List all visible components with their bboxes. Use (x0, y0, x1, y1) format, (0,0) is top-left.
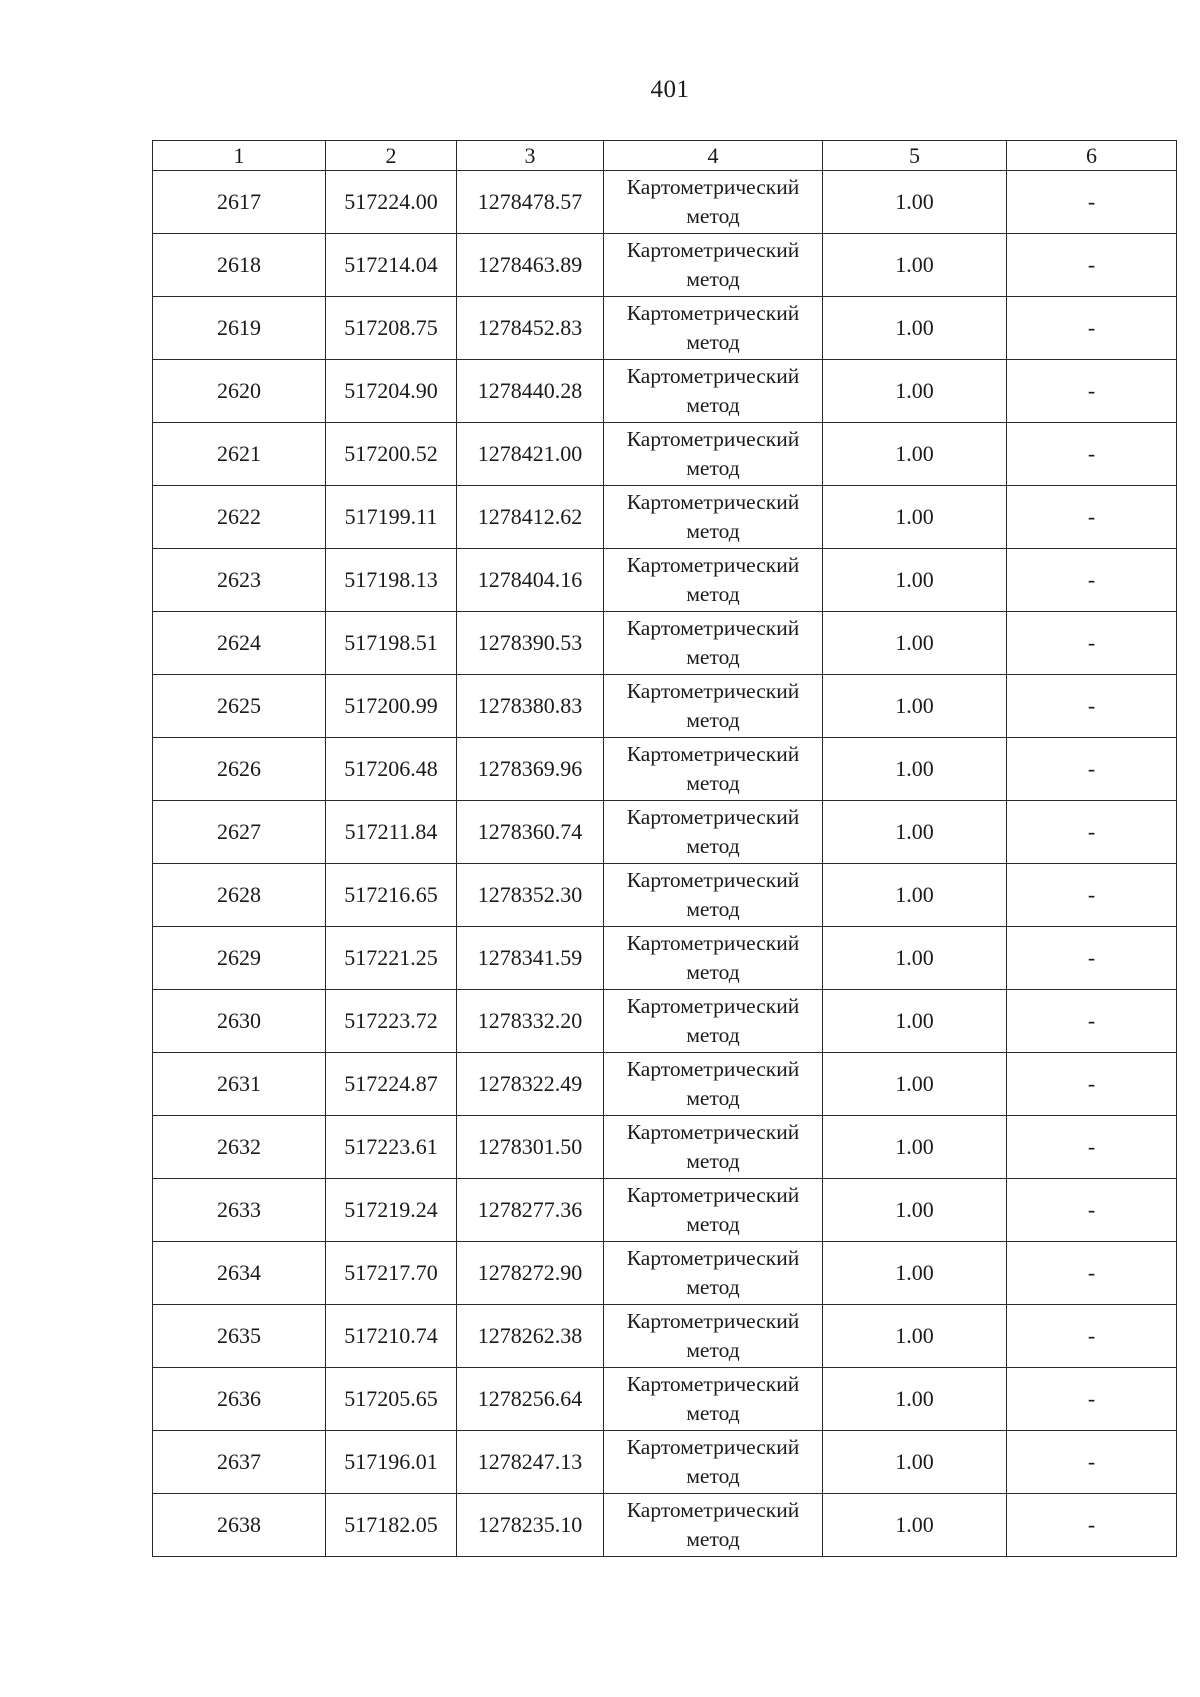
point-number-cell: 2626 (153, 738, 326, 801)
note-cell: - (1007, 234, 1177, 297)
note-cell: - (1007, 1305, 1177, 1368)
column-header: 1 (153, 141, 326, 171)
x-coordinate-cell: 517214.04 (326, 234, 457, 297)
note-cell: - (1007, 927, 1177, 990)
x-coordinate-cell: 517198.13 (326, 549, 457, 612)
method-cell: Картометрический метод (604, 612, 823, 675)
y-coordinate-cell: 1278452.83 (457, 297, 604, 360)
x-coordinate-cell: 517200.52 (326, 423, 457, 486)
table-row (153, 1242, 1177, 1305)
x-coordinate-cell: 517216.65 (326, 864, 457, 927)
x-coordinate-cell: 517211.84 (326, 801, 457, 864)
table-row (153, 486, 1177, 549)
point-number-cell: 2619 (153, 297, 326, 360)
method-cell: Картометрический метод (604, 990, 823, 1053)
method-cell: Картометрический метод (604, 864, 823, 927)
y-coordinate-cell: 1278256.64 (457, 1368, 604, 1431)
y-coordinate-cell: 1278322.49 (457, 1053, 604, 1116)
x-coordinate-cell: 517196.01 (326, 1431, 457, 1494)
x-coordinate-cell: 517224.87 (326, 1053, 457, 1116)
table-body (153, 171, 1177, 1557)
accuracy-cell: 1.00 (823, 1053, 1007, 1116)
point-number-cell: 2625 (153, 675, 326, 738)
x-coordinate-cell: 517217.70 (326, 1242, 457, 1305)
y-coordinate-cell: 1278332.20 (457, 990, 604, 1053)
accuracy-cell: 1.00 (823, 1242, 1007, 1305)
method-cell: Картометрический метод (604, 549, 823, 612)
table-row (153, 612, 1177, 675)
method-cell: Картометрический метод (604, 927, 823, 990)
note-cell: - (1007, 1242, 1177, 1305)
accuracy-cell: 1.00 (823, 990, 1007, 1053)
accuracy-cell: 1.00 (823, 927, 1007, 990)
column-header: 2 (326, 141, 457, 171)
x-coordinate-cell: 517200.99 (326, 675, 457, 738)
x-coordinate-cell: 517210.74 (326, 1305, 457, 1368)
note-cell: - (1007, 675, 1177, 738)
point-number-cell: 2628 (153, 864, 326, 927)
accuracy-cell: 1.00 (823, 486, 1007, 549)
point-number-cell: 2624 (153, 612, 326, 675)
accuracy-cell: 1.00 (823, 234, 1007, 297)
note-cell: - (1007, 360, 1177, 423)
x-coordinate-cell: 517219.24 (326, 1179, 457, 1242)
note-cell: - (1007, 1494, 1177, 1557)
point-number-cell: 2632 (153, 1116, 326, 1179)
y-coordinate-cell: 1278440.28 (457, 360, 604, 423)
method-cell: Картометрический метод (604, 1368, 823, 1431)
y-coordinate-cell: 1278262.38 (457, 1305, 604, 1368)
table-row (153, 171, 1177, 234)
method-cell: Картометрический метод (604, 1179, 823, 1242)
table-row (153, 990, 1177, 1053)
y-coordinate-cell: 1278341.59 (457, 927, 604, 990)
table-row (153, 423, 1177, 486)
page-number: 401 (650, 76, 690, 103)
note-cell: - (1007, 171, 1177, 234)
table-row (153, 1431, 1177, 1494)
x-coordinate-cell: 517182.05 (326, 1494, 457, 1557)
point-number-cell: 2622 (153, 486, 326, 549)
y-coordinate-cell: 1278272.90 (457, 1242, 604, 1305)
table-row (153, 549, 1177, 612)
y-coordinate-cell: 1278352.30 (457, 864, 604, 927)
x-coordinate-cell: 517221.25 (326, 927, 457, 990)
note-cell: - (1007, 423, 1177, 486)
note-cell: - (1007, 297, 1177, 360)
method-cell: Картометрический метод (604, 360, 823, 423)
y-coordinate-cell: 1278380.83 (457, 675, 604, 738)
table-row (153, 738, 1177, 801)
x-coordinate-cell: 517199.11 (326, 486, 457, 549)
column-header: 3 (457, 141, 604, 171)
accuracy-cell: 1.00 (823, 297, 1007, 360)
table-row (153, 1368, 1177, 1431)
note-cell: - (1007, 1431, 1177, 1494)
accuracy-cell: 1.00 (823, 1494, 1007, 1557)
method-cell: Картометрический метод (604, 1242, 823, 1305)
point-number-cell: 2633 (153, 1179, 326, 1242)
method-cell: Картометрический метод (604, 675, 823, 738)
x-coordinate-cell: 517223.72 (326, 990, 457, 1053)
note-cell: - (1007, 1116, 1177, 1179)
note-cell: - (1007, 1053, 1177, 1116)
table-row (153, 1116, 1177, 1179)
y-coordinate-cell: 1278390.53 (457, 612, 604, 675)
y-coordinate-cell: 1278463.89 (457, 234, 604, 297)
accuracy-cell: 1.00 (823, 171, 1007, 234)
y-coordinate-cell: 1278247.13 (457, 1431, 604, 1494)
point-number-cell: 2617 (153, 171, 326, 234)
table-row (153, 927, 1177, 990)
y-coordinate-cell: 1278404.16 (457, 549, 604, 612)
note-cell: - (1007, 1368, 1177, 1431)
accuracy-cell: 1.00 (823, 360, 1007, 423)
point-number-cell: 2636 (153, 1368, 326, 1431)
column-header: 4 (604, 141, 823, 171)
table-row (153, 675, 1177, 738)
accuracy-cell: 1.00 (823, 1179, 1007, 1242)
note-cell: - (1007, 1179, 1177, 1242)
method-cell: Картометрический метод (604, 486, 823, 549)
y-coordinate-cell: 1278360.74 (457, 801, 604, 864)
x-coordinate-cell: 517205.65 (326, 1368, 457, 1431)
y-coordinate-cell: 1278412.62 (457, 486, 604, 549)
accuracy-cell: 1.00 (823, 1116, 1007, 1179)
method-cell: Картометрический метод (604, 1494, 823, 1557)
table-row (153, 864, 1177, 927)
column-header: 6 (1007, 141, 1177, 171)
y-coordinate-cell: 1278235.10 (457, 1494, 604, 1557)
point-number-cell: 2635 (153, 1305, 326, 1368)
method-cell: Картометрический метод (604, 738, 823, 801)
note-cell: - (1007, 990, 1177, 1053)
table-row (153, 1053, 1177, 1116)
accuracy-cell: 1.00 (823, 864, 1007, 927)
point-number-cell: 2634 (153, 1242, 326, 1305)
table-row (153, 1179, 1177, 1242)
table-row (153, 801, 1177, 864)
x-coordinate-cell: 517198.51 (326, 612, 457, 675)
method-cell: Картометрический метод (604, 297, 823, 360)
method-cell: Картометрический метод (604, 1305, 823, 1368)
point-number-cell: 2623 (153, 549, 326, 612)
x-coordinate-cell: 517223.61 (326, 1116, 457, 1179)
note-cell: - (1007, 738, 1177, 801)
table-row (153, 1305, 1177, 1368)
point-number-cell: 2621 (153, 423, 326, 486)
point-number-cell: 2631 (153, 1053, 326, 1116)
x-coordinate-cell: 517208.75 (326, 297, 457, 360)
accuracy-cell: 1.00 (823, 738, 1007, 801)
table-header-row (153, 141, 1177, 171)
point-number-cell: 2630 (153, 990, 326, 1053)
point-number-cell: 2618 (153, 234, 326, 297)
table-row (153, 360, 1177, 423)
point-number-cell: 2638 (153, 1494, 326, 1557)
method-cell: Картометрический метод (604, 1431, 823, 1494)
accuracy-cell: 1.00 (823, 1368, 1007, 1431)
accuracy-cell: 1.00 (823, 801, 1007, 864)
y-coordinate-cell: 1278277.36 (457, 1179, 604, 1242)
y-coordinate-cell: 1278478.57 (457, 171, 604, 234)
accuracy-cell: 1.00 (823, 1431, 1007, 1494)
y-coordinate-cell: 1278301.50 (457, 1116, 604, 1179)
method-cell: Картометрический метод (604, 801, 823, 864)
method-cell: Картометрический метод (604, 171, 823, 234)
note-cell: - (1007, 801, 1177, 864)
column-header: 5 (823, 141, 1007, 171)
note-cell: - (1007, 612, 1177, 675)
accuracy-cell: 1.00 (823, 423, 1007, 486)
note-cell: - (1007, 486, 1177, 549)
accuracy-cell: 1.00 (823, 612, 1007, 675)
accuracy-cell: 1.00 (823, 675, 1007, 738)
x-coordinate-cell: 517224.00 (326, 171, 457, 234)
point-number-cell: 2620 (153, 360, 326, 423)
table-row (153, 234, 1177, 297)
method-cell: Картометрический метод (604, 1053, 823, 1116)
x-coordinate-cell: 517204.90 (326, 360, 457, 423)
x-coordinate-cell: 517206.48 (326, 738, 457, 801)
note-cell: - (1007, 864, 1177, 927)
point-number-cell: 2629 (153, 927, 326, 990)
table-row (153, 297, 1177, 360)
y-coordinate-cell: 1278421.00 (457, 423, 604, 486)
accuracy-cell: 1.00 (823, 549, 1007, 612)
point-number-cell: 2637 (153, 1431, 326, 1494)
note-cell: - (1007, 549, 1177, 612)
method-cell: Картометрический метод (604, 234, 823, 297)
method-cell: Картометрический метод (604, 423, 823, 486)
coordinates-table (152, 140, 1177, 1557)
table-row (153, 1494, 1177, 1557)
point-number-cell: 2627 (153, 801, 326, 864)
method-cell: Картометрический метод (604, 1116, 823, 1179)
accuracy-cell: 1.00 (823, 1305, 1007, 1368)
y-coordinate-cell: 1278369.96 (457, 738, 604, 801)
